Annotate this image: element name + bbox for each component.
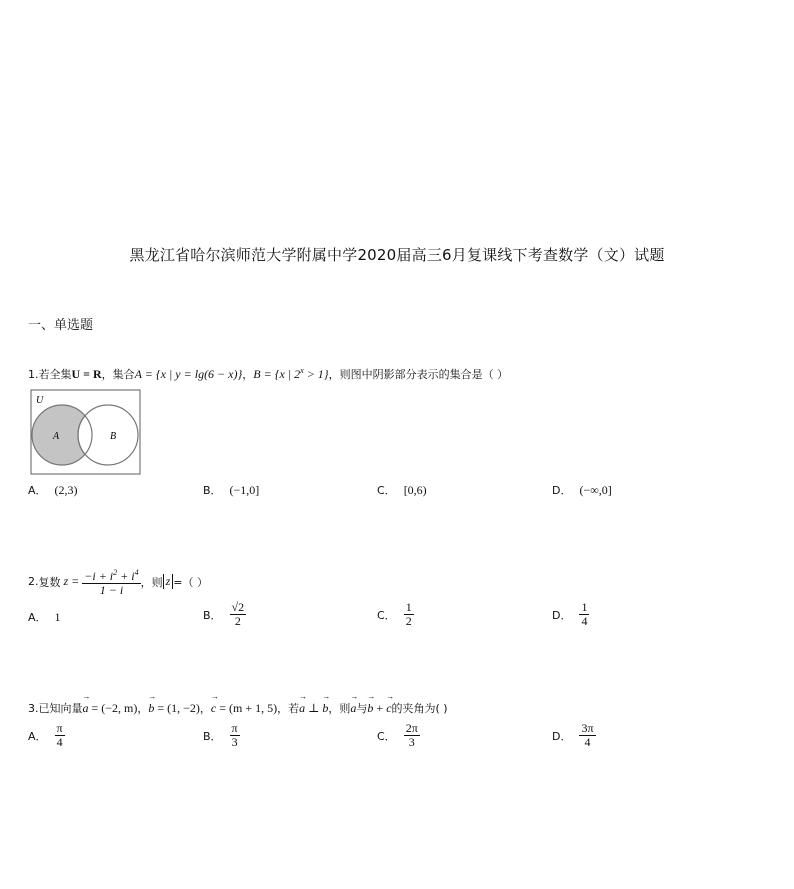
section-heading: 一、单选题 — [28, 318, 94, 333]
math-vector-sum: → b + → c — [367, 701, 391, 716]
math-lhs: z = — [63, 574, 80, 588]
question-text: ，若 — [277, 702, 300, 715]
option-b[interactable]: B． (−1,0] — [203, 482, 260, 497]
question-1 — [28, 366, 508, 382]
option-d[interactable]: D． (−∞,0] — [552, 482, 612, 497]
question-text: 复数 — [38, 575, 61, 589]
math-vector-b: → b = (1, −2) — [148, 701, 200, 716]
math-vector-c: → c = (m + 1, 5) — [211, 701, 277, 716]
option-a[interactable]: A． 1 — [28, 609, 61, 624]
question-text: 与 — [356, 702, 368, 715]
venn-diagram — [30, 389, 142, 475]
question-text: 的夹角为( ) — [391, 702, 448, 715]
math-set-b: B = {x | $2^x > 1$} — [253, 366, 329, 381]
question-text: 若全集 — [38, 368, 72, 381]
label-a: A — [53, 431, 60, 442]
page-title: 黑龙江省哈尔滨师范大学附属中学2020届高三6月复课线下考查数学（文）试题 — [129, 246, 665, 264]
option-a[interactable]: A． (2,3) — [28, 482, 78, 497]
option-b[interactable]: B． $\frac{√2}{2}$ — [203, 600, 245, 628]
option-c[interactable]: C． $\frac{2\pi}{3}$ — [377, 721, 418, 749]
question-number: 2. — [28, 575, 39, 588]
option-c[interactable]: C． $\frac{1}{2}$ — [377, 600, 412, 628]
math-vector-a: → a — [350, 701, 356, 716]
math-set-a: A = {x | y = lg(6 − x)} — [134, 366, 243, 381]
question-number: 1. — [28, 367, 39, 381]
label-u: U — [36, 395, 44, 406]
option-d[interactable]: D． $\frac{3\pi}{4}$ — [552, 721, 594, 749]
math-vector-a: → a = (−2, m) — [83, 701, 138, 716]
question-text: ，集合 — [101, 368, 135, 381]
math-universal-set: U = R — [71, 366, 102, 381]
option-b[interactable]: B． $\frac{\pi}{3}$ — [203, 721, 238, 749]
question-text: =（ ） — [173, 575, 208, 589]
question-text: ，则 — [140, 575, 163, 589]
question-text: 已知向量 — [38, 702, 83, 715]
option-a[interactable]: A． $\frac{\pi}{4}$ — [28, 721, 63, 749]
math-perpendicular: → a ⊥ → b — [299, 701, 328, 716]
label-b: B — [110, 431, 117, 442]
option-d[interactable]: D． $\frac{1}{4}$ — [552, 600, 588, 628]
question-text: ， — [137, 702, 149, 715]
question-text: ， — [199, 702, 211, 715]
math-modulus: z — [163, 574, 174, 589]
option-c[interactable]: C． [0,6) — [377, 482, 427, 497]
question-3 — [28, 700, 448, 716]
question-text: ，则 — [328, 702, 351, 715]
question-number: 3. — [28, 701, 39, 715]
question-text: ， — [242, 368, 254, 381]
math-fraction: $\frac{-i + i^2 + i^4}{1 - i}$ — [84, 568, 139, 597]
question-text: ，则图中阴影部分表示的集合是（ ） — [328, 368, 509, 381]
question-2 — [28, 566, 208, 597]
